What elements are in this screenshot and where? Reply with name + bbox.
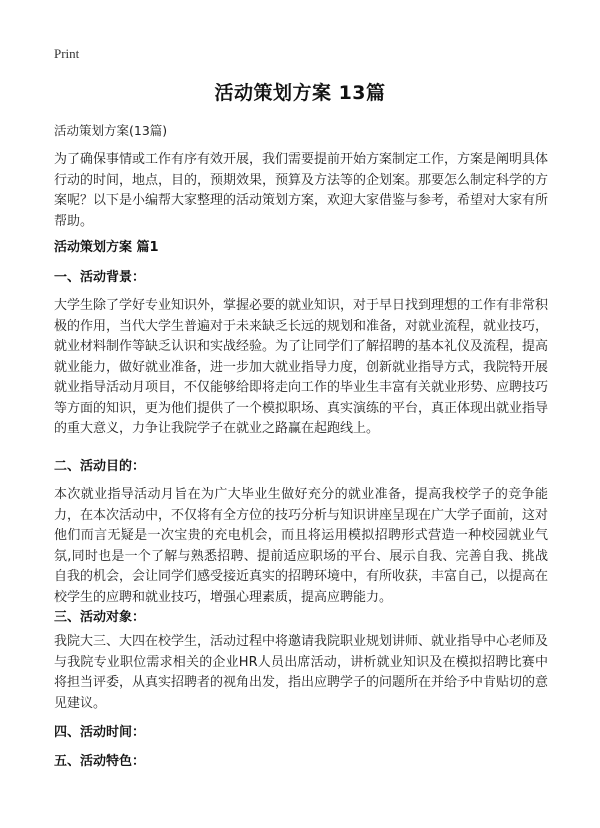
heading-audience: 三、活动对象： <box>54 610 146 625</box>
heading-time: 四、活动时间： <box>54 725 146 740</box>
print-link[interactable]: Print <box>54 46 80 61</box>
paragraph-purpose: 本次就业指导活动月旨在为广大毕业生做好充分的就业准备，提高我校学子的竞争能力，在本次活动中，不仅将有全方位的技巧分析与知识讲座呈现在广大学子面前，这对他们而言无疑是一次宝贵的充电机会，而且将运用模拟招聘形式营造一种校园就业气氛,同时也是一个了解与熟悉招聘、提前适应职场的平台、展示自我、完善自我、挑战自我的机会，会让同学们感受接近真实的招聘环境中，有所收获，丰富自己，以提高在校学生的应聘和就业技巧，增强心理素质，提高应聘能力。 <box>54 487 549 605</box>
document-subtitle: 活动策划方案(13篇) <box>54 123 168 138</box>
heading-features: 五、活动特色： <box>54 754 146 769</box>
section-title: 活动策划方案 篇1 <box>54 240 159 255</box>
document-title: 活动策划方案 13篇 <box>214 82 386 104</box>
heading-purpose: 二、活动目的： <box>54 459 146 474</box>
intro-paragraph: 为了确保事情或工作有序有效开展，我们需要提前开始方案制定工作，方案是阐明具体行动的时间，地点，目的，预期效果，预算及方法等的企划案。那要怎么制定科学的方案呢？以下是小编帮大家整理的活动策划方案，欢迎大家借鉴与参考，希望对大家有所帮助。 <box>54 152 549 229</box>
paragraph-audience: 我院大三、大四在校学生，活动过程中将邀请我院职业规划讲师、就业指导中心老师及与我院专业职位需求相关的企业HR人员出席活动，讲析就业知识及在模拟招聘比赛中将担当评委，从真实招聘者的视角出发，指出应聘学子的问题所在并给予中肯贴切的意见建议。 <box>54 634 549 711</box>
heading-background: 一、活动背景： <box>54 270 146 285</box>
paragraph-background: 大学生除了学好专业知识外，掌握必要的就业知识，对于早日找到理想的工作有非常积极的作用，当代大学生普遍对于未来缺乏长远的规划和准备，对就业流程，就业技巧，就业材料制作等缺乏认识和实战经验。为了让同学们了解招聘的基本礼仪及流程，提高就业能力，做好就业准备，进一步加大就业指导力度，创新就业指导方式，我院特开展就业指导活动月项目，不仅能够给即将走向工作的毕业生丰富有关就业形势、应聘技巧等方面的知识，更为他们提供了一个模拟职场、真实演练的平台，真正体现出就业指导的重大意义，力争让我院学子在就业之路赢在起跑线上。 <box>54 298 549 436</box>
